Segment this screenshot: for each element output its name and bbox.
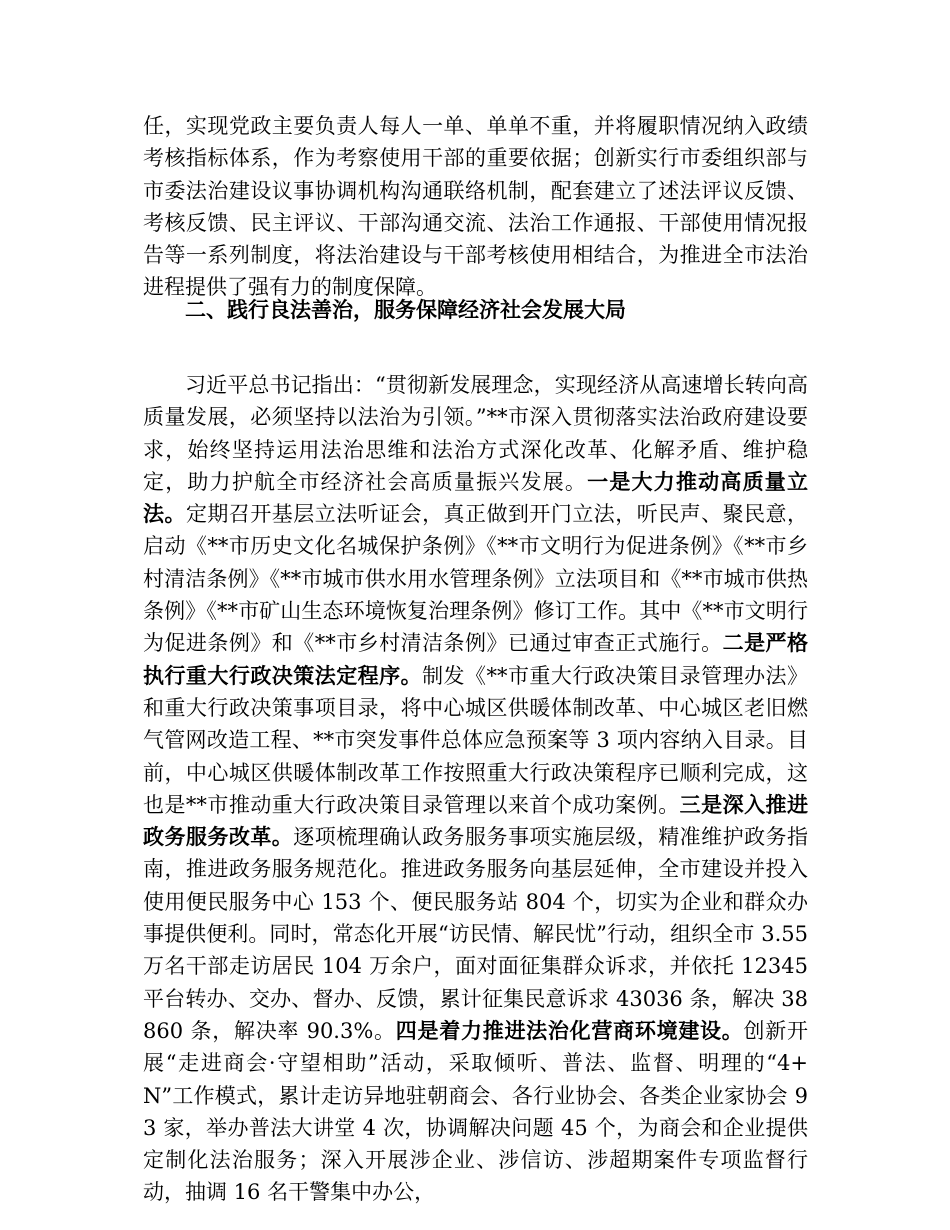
point-3-title: 三是深入推进政务服务改革。 bbox=[143, 791, 809, 850]
point-2-body: 制发《**市重大行政决策目录管理办法》和重大行政决策事项目录，将中心城区供暖体制改革、中心城区老旧燃气管网改造工程、**市突发事件总体应急预案等 3 项内容纳入目录。目前，中心城区供暖体制改革工作按照重大行政决策程序已顺利完成，这也是**市推动重大行政决策目录管理以来首个成功案例。 bbox=[143, 663, 809, 817]
point-2-title: 二是严格执行重大行政决策法定程序。 bbox=[143, 630, 809, 688]
point-3-body: 逐项梳理确认政务服务事项实施层级，精准维护政务指南，推进政务服务规范化。推进政务服务向基层延伸，全市建设并投入使用便民服务中心 153 个、便民服务站 804 个，切实为企业和群众办事提供便利。同时，常态化开展“访民情、解民忧”行动，组织全市 3.55 万名干部走访居民 104 万余户，面对面征集群众诉求，并依托 12345 平台转办、交办、督办、反馈，累计征集民意诉求 43036 条，解决 38860 条，解决率 90.3%。 bbox=[143, 825, 809, 1043]
section-heading: 二、践行良法善治，服务保障经济社会发展大局 bbox=[185, 297, 626, 322]
point-1-body: 定期召开基层立法听证会，真正做到开门立法，听民声、聚民意，启动《**市历史文化名城保护条例》《**市文明行为促进条例》《**市乡村清洁条例》《**市城市供水用水管理条例》立法项目和《**市城市供热条例》《**市矿山生态环境恢复治理条例》修订工作。其中《**市文明行为促进条例》和《**市乡村清洁条例》已通过审查正式施行。 bbox=[143, 502, 809, 656]
point-1-title: 一是大力推动高质量立法。 bbox=[143, 468, 809, 527]
point-4-body: 创新开展“走进商会·守望相助”活动，采取倾听、普法、监督、明理的“4+N”工作模式，累计走访异地驻朝商会、各行业协会、各类企业家协会 93 家，举办普法大讲堂 4 次，协调解决问题 45 个，为商会和企业提供定制化法治服务；深入开展涉企业、涉信访、涉超期案件专项监督行动，抽调 16 名干警集中办公， bbox=[143, 1018, 809, 1205]
paragraph-intro-text: 习近平总书记指出：“贯彻新发展理念，实现经济从高速增长转向高质量发展，必须坚持以法治为引领。”**市深入贯彻落实法治政府建设要求，始终坚持运用法治思维和法治方式深化改革、化解矛盾、维护稳定，助力护航全市经济社会高质量振兴发展。 bbox=[143, 373, 808, 494]
point-4-title: 四是着力推进法治化营商环境建设。 bbox=[395, 1017, 744, 1043]
body-paragraph bbox=[143, 369, 808, 1209]
body-paragraph-continued: 任，实现党政主要负责人每人一单、单单不重，并将履职情况纳入政绩考核指标体系，作为考察使用干部的重要依据；创新实行市委组织部与市委法治建设议事协调机构沟通联络机制，配套建立了述法评议反馈、考核反馈、民主评议、干部沟通交流、法治工作通报、干部使用情况报告等一系列制度，将法治建设与干部考核使用相结合，为推进全市法治进程提供了强有力的制度保障。 bbox=[143, 114, 808, 300]
